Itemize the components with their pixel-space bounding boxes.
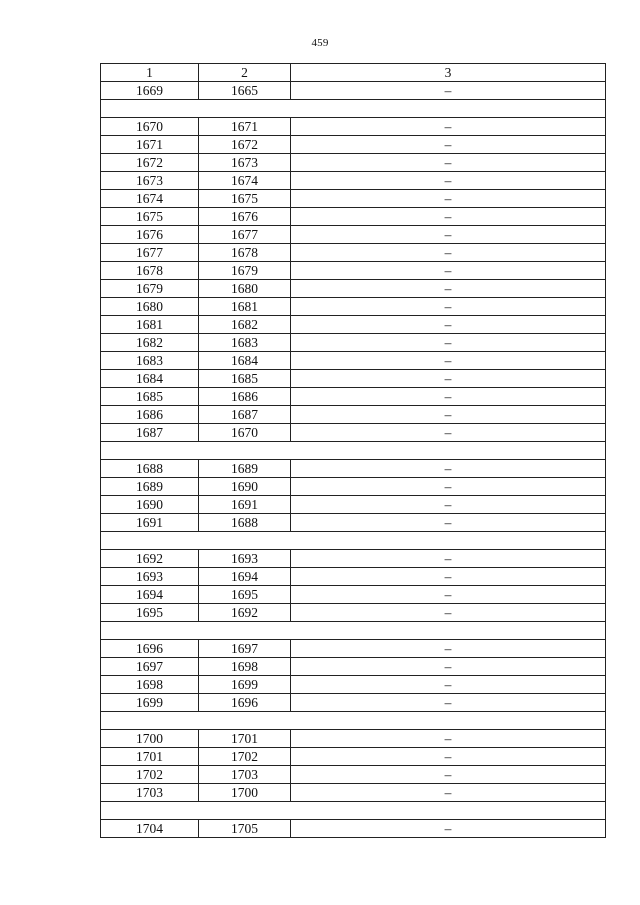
table-cell-col1: 1684	[101, 370, 199, 388]
table-cell-col3: –	[291, 478, 606, 496]
table-cell-col2: 1687	[199, 406, 291, 424]
group-separator-row	[101, 532, 606, 550]
table-cell-col2: 1683	[199, 334, 291, 352]
table-row	[101, 136, 606, 154]
table-row	[101, 208, 606, 226]
table-row	[101, 514, 606, 532]
table-cell-col1: 1679	[101, 280, 199, 298]
table-cell-col1: 1693	[101, 568, 199, 586]
table-cell-col3: –	[291, 172, 606, 190]
table-cell-col3: –	[291, 244, 606, 262]
header-cell-3: 3	[291, 64, 606, 82]
table-cell-col3: –	[291, 730, 606, 748]
table-row	[101, 298, 606, 316]
table-cell-col3: –	[291, 748, 606, 766]
table-cell-col3: –	[291, 280, 606, 298]
table-row	[101, 190, 606, 208]
table-cell-col2: 1689	[199, 460, 291, 478]
table-cell-col3: –	[291, 334, 606, 352]
table-cell-col1: 1680	[101, 298, 199, 316]
separator-cell	[101, 622, 606, 640]
table-cell-col2: 1700	[199, 784, 291, 802]
table-cell-col2: 1691	[199, 496, 291, 514]
table-cell-col3: –	[291, 82, 606, 100]
table-cell-col2: 1697	[199, 640, 291, 658]
table-cell-col1: 1676	[101, 226, 199, 244]
table-cell-col1: 1700	[101, 730, 199, 748]
table-row	[101, 604, 606, 622]
table-cell-col3: –	[291, 226, 606, 244]
separator-cell	[101, 100, 606, 118]
table-cell-col2: 1692	[199, 604, 291, 622]
group-separator-row	[101, 442, 606, 460]
table-cell-col2: 1680	[199, 280, 291, 298]
table-cell-col1: 1686	[101, 406, 199, 424]
table-cell-col2: 1685	[199, 370, 291, 388]
table-cell-col2: 1673	[199, 154, 291, 172]
table-cell-col3: –	[291, 460, 606, 478]
group-separator-row	[101, 712, 606, 730]
table-row	[101, 748, 606, 766]
group-separator-row	[101, 622, 606, 640]
separator-cell	[101, 802, 606, 820]
table-row	[101, 406, 606, 424]
table-cell-col2: 1674	[199, 172, 291, 190]
table-cell-col2: 1701	[199, 730, 291, 748]
table-row	[101, 154, 606, 172]
table-cell-col3: –	[291, 262, 606, 280]
table-cell-col1: 1697	[101, 658, 199, 676]
table-row	[101, 676, 606, 694]
table-row	[101, 424, 606, 442]
table-row	[101, 586, 606, 604]
table-row	[101, 388, 606, 406]
table-header-row	[101, 64, 606, 82]
table-cell-col1: 1699	[101, 694, 199, 712]
table-row	[101, 244, 606, 262]
table-row	[101, 478, 606, 496]
table-row	[101, 820, 606, 838]
table-cell-col3: –	[291, 820, 606, 838]
table-cell-col3: –	[291, 514, 606, 532]
table-cell-col1: 1703	[101, 784, 199, 802]
table-cell-col1: 1691	[101, 514, 199, 532]
table-row	[101, 550, 606, 568]
header-cell-2: 2	[199, 64, 291, 82]
table-row	[101, 316, 606, 334]
table-cell-col1: 1671	[101, 136, 199, 154]
table-cell-col3: –	[291, 586, 606, 604]
table-cell-col3: –	[291, 424, 606, 442]
table-cell-col2: 1703	[199, 766, 291, 784]
table-cell-col3: –	[291, 370, 606, 388]
table-cell-col2: 1693	[199, 550, 291, 568]
table-cell-col2: 1699	[199, 676, 291, 694]
table-cell-col1: 1677	[101, 244, 199, 262]
table-cell-col2: 1670	[199, 424, 291, 442]
table-row	[101, 460, 606, 478]
table-cell-col2: 1688	[199, 514, 291, 532]
table-cell-col1: 1701	[101, 748, 199, 766]
table-cell-col2: 1696	[199, 694, 291, 712]
table-row	[101, 658, 606, 676]
table-cell-col1: 1685	[101, 388, 199, 406]
header-cell-1: 1	[101, 64, 199, 82]
separator-cell	[101, 442, 606, 460]
table-body	[101, 82, 606, 838]
table-cell-col3: –	[291, 352, 606, 370]
table-cell-col3: –	[291, 550, 606, 568]
table-cell-col1: 1690	[101, 496, 199, 514]
table-cell-col1: 1694	[101, 586, 199, 604]
table-row	[101, 118, 606, 136]
table-cell-col1: 1669	[101, 82, 199, 100]
separator-cell	[101, 532, 606, 550]
table-cell-col3: –	[291, 568, 606, 586]
group-separator-row	[101, 100, 606, 118]
table-cell-col3: –	[291, 208, 606, 226]
table-cell-col1: 1682	[101, 334, 199, 352]
table-cell-col3: –	[291, 766, 606, 784]
table-cell-col1: 1673	[101, 172, 199, 190]
table-cell-col2: 1679	[199, 262, 291, 280]
table-cell-col2: 1694	[199, 568, 291, 586]
table-cell-col1: 1689	[101, 478, 199, 496]
table-cell-col2: 1677	[199, 226, 291, 244]
table-cell-col2: 1690	[199, 478, 291, 496]
table-cell-col3: –	[291, 694, 606, 712]
table-cell-col1: 1692	[101, 550, 199, 568]
table-row	[101, 568, 606, 586]
table-cell-col2: 1678	[199, 244, 291, 262]
table-row	[101, 172, 606, 190]
table-cell-col3: –	[291, 784, 606, 802]
table-row	[101, 496, 606, 514]
table-row	[101, 334, 606, 352]
table-cell-col1: 1670	[101, 118, 199, 136]
table-cell-col1: 1678	[101, 262, 199, 280]
table-row	[101, 82, 606, 100]
table-cell-col2: 1671	[199, 118, 291, 136]
table-cell-col3: –	[291, 316, 606, 334]
table-cell-col1: 1704	[101, 820, 199, 838]
table-cell-col3: –	[291, 190, 606, 208]
table-cell-col3: –	[291, 118, 606, 136]
table-cell-col1: 1702	[101, 766, 199, 784]
separator-cell	[101, 712, 606, 730]
page-number: 459	[311, 37, 329, 49]
table-cell-col3: –	[291, 154, 606, 172]
table-cell-col2: 1702	[199, 748, 291, 766]
table-cell-col3: –	[291, 496, 606, 514]
table-cell-col3: –	[291, 658, 606, 676]
table-cell-col3: –	[291, 388, 606, 406]
table-cell-col2: 1684	[199, 352, 291, 370]
table-cell-col1: 1688	[101, 460, 199, 478]
table-cell-col2: 1672	[199, 136, 291, 154]
table-row	[101, 730, 606, 748]
table-cell-col2: 1682	[199, 316, 291, 334]
table-row	[101, 784, 606, 802]
table-row	[101, 280, 606, 298]
table-cell-col3: –	[291, 298, 606, 316]
table-cell-col2: 1705	[199, 820, 291, 838]
table-row	[101, 262, 606, 280]
table-cell-col1: 1683	[101, 352, 199, 370]
table-cell-col2: 1681	[199, 298, 291, 316]
table-row	[101, 640, 606, 658]
table-row	[101, 766, 606, 784]
table-cell-col1: 1675	[101, 208, 199, 226]
table-cell-col3: –	[291, 604, 606, 622]
table-cell-col1: 1698	[101, 676, 199, 694]
table-row	[101, 370, 606, 388]
table-cell-col3: –	[291, 640, 606, 658]
table-row	[101, 694, 606, 712]
data-table	[100, 63, 606, 838]
table-cell-col1: 1695	[101, 604, 199, 622]
table-cell-col1: 1687	[101, 424, 199, 442]
group-separator-row	[101, 802, 606, 820]
table-row	[101, 226, 606, 244]
table-cell-col2: 1698	[199, 658, 291, 676]
table-cell-col2: 1665	[199, 82, 291, 100]
table-cell-col2: 1686	[199, 388, 291, 406]
table-cell-col2: 1695	[199, 586, 291, 604]
table-row	[101, 352, 606, 370]
table-cell-col3: –	[291, 676, 606, 694]
table-cell-col3: –	[291, 136, 606, 154]
table-cell-col2: 1675	[199, 190, 291, 208]
table-cell-col1: 1672	[101, 154, 199, 172]
table-cell-col2: 1676	[199, 208, 291, 226]
table-cell-col1: 1674	[101, 190, 199, 208]
table-cell-col1: 1696	[101, 640, 199, 658]
table-cell-col3: –	[291, 406, 606, 424]
table-cell-col1: 1681	[101, 316, 199, 334]
